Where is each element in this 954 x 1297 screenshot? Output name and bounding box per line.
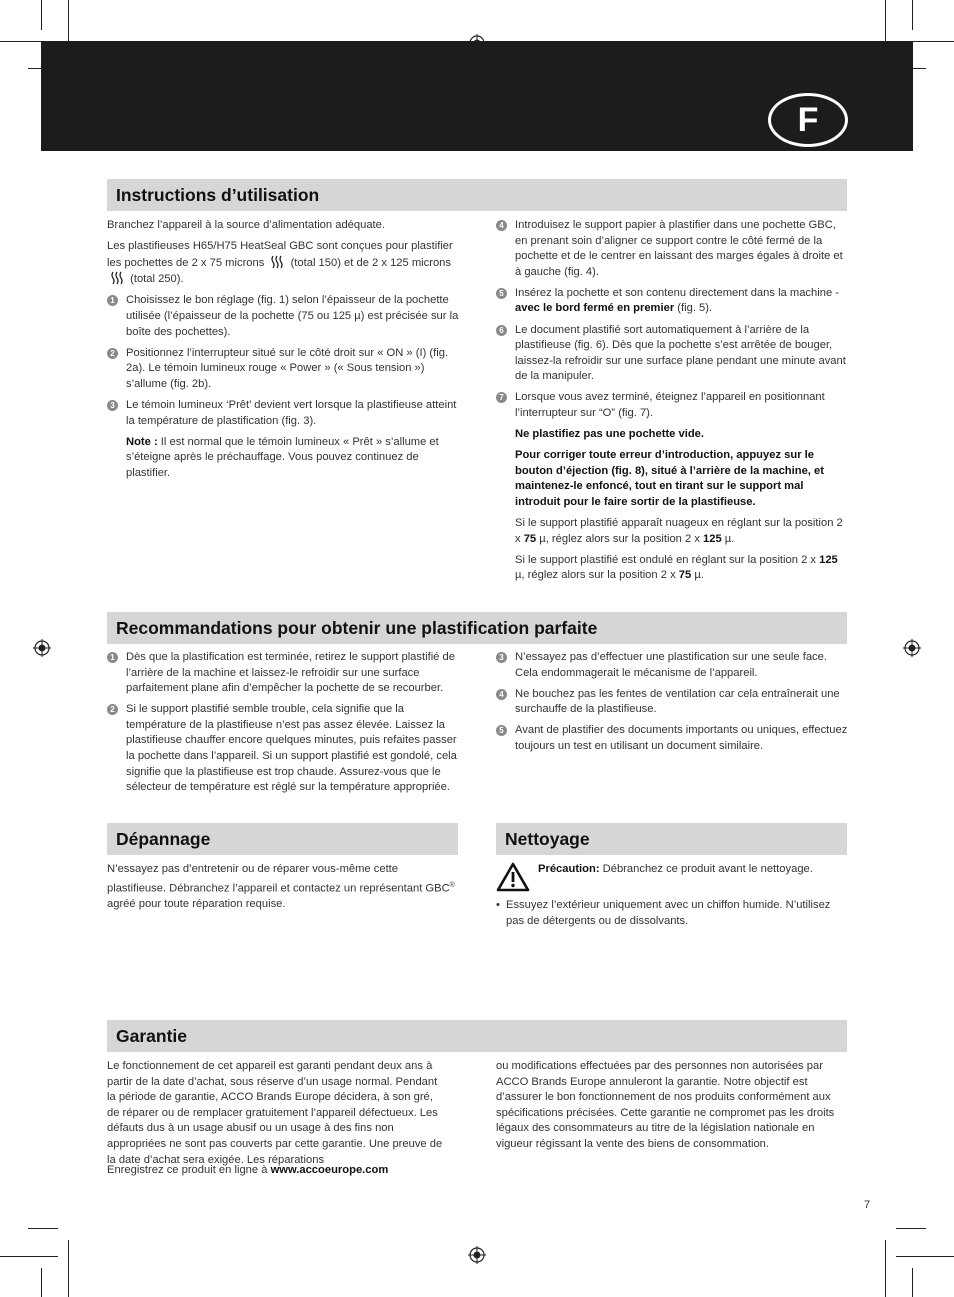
crop-mark xyxy=(28,1228,58,1229)
warning-triangle-icon xyxy=(496,862,530,892)
correct-insertion: Pour corriger toute erreur d’introduction, appuyez sur le bouton d’éjection (fig. 8), situé à l’arrière de la machine, et maintenez-le enfoncé, tout en tirant sur le support mal introduit pour le faire sortir de la plastifieuse. xyxy=(515,449,824,508)
recommendation-3: 3 N’essayez pas d’effectuer une plastification sur une seule face. Cela endommagerait le mécanisme de l’appareil. xyxy=(496,650,848,681)
heat-setting-icon xyxy=(110,271,124,285)
warranty-left-column: Le fonctionnement de cet appareil est garanti pendant deux ans à partir de la date d’achat, sous réserve d’un usage normal. Pendant la période de garantie, ACCO Brands Europe décidera, à son gré, de réparer ou de remplacer gratuitement l’appareil défectueux. Les défauts dus à un usage abusif ou un usage à des fins non appropriées ne sont pas couverts par cette garantie. Une preuve de la date d’achat sera exigée. Les réparations xyxy=(107,1060,443,1166)
caution-row: Précaution: Débranchez ce produit avant le nettoyage. xyxy=(496,862,848,894)
section-title-recommendations: Recommandations pour obtenir une plastification parfaite xyxy=(107,612,847,644)
recommendation-1: 1 Dès que la plastification est terminée, retirez le support plastifié de l’arrière de la machine et laissez-le refroidir sur une surface parfaitement plane afin d’empêcher la pochette de se recourber. xyxy=(107,650,459,697)
crop-mark xyxy=(896,1228,926,1229)
step-number-icon: 6 xyxy=(496,325,507,336)
crop-mark xyxy=(41,0,42,30)
crop-mark xyxy=(912,1268,913,1297)
recommendation-2: 2 Si le support plastifié semble trouble, cela signifie que la température de la plastifieuse n’est pas assez élevée. Laissez la plastifieuse chauffer encore quelques minutes, puis refaites passer la pochette dans l’appareil. Si un support plastifié est gondolé, cela signifie que la plastifieuse est trop chaude. Assurez-vous que le sélecteur de température est réglé sur la température appropriée. xyxy=(107,702,459,796)
instructions-right-column xyxy=(496,218,848,589)
intro-text: Branchez l’appareil à la source d’alimentation adéquate. xyxy=(107,219,385,231)
crop-mark xyxy=(896,1256,954,1257)
step-3: 3 Le témoin lumineux ‘Prêt’ devient vert lorsque la plastifieuse atteint la température de plastification (fig. 3). xyxy=(107,398,459,429)
step-5: 5 Insérez la pochette et son contenu directement dans la machine - avec le bord fermé en premier (fig. 5). xyxy=(496,286,848,317)
cloudy-tip: Si le support plastifié apparaît nuageux en réglant sur la position 2 x 75 µ, réglez alors sur la position 2 x 125 µ. xyxy=(515,517,843,545)
step-1: 1 Choisissez le bon réglage (fig. 1) selon l’épaisseur de la pochette utilisée (l’épaisseur de la pochette (75 ou 125 µ) est précisée sur la boîte des pochettes). xyxy=(107,293,459,340)
note: Note : Il est normal que le témoin lumineux « Prêt » s’allume et s’éteigne après le préchauffage. Vous pouvez continuez de plastifier. xyxy=(126,435,439,479)
cleaning-bullet: • Essuyez l’extérieur uniquement avec un chiffon humide. N’utilisez pas de détergents ou de dissolvants. xyxy=(496,898,848,929)
step-7: 7 Lorsque vous avez terminé, éteignez l’appareil en positionnant l’interrupteur sur “O” (fig. 7). xyxy=(496,390,848,421)
warranty-right-column: ou modifications effectuées par des personnes non autorisées par ACCO Brands Europe annuleront la garantie. Notre objectif est d’assurer le bon fonctionnement de nos produits conformément aux spécifications précisées. Cette garantie ne compromet pas les droits légaux des consommateurs au titre de la législation nationale en vigueur régissant la vente des biens de consommation. xyxy=(496,1060,835,1150)
step-number-icon: 5 xyxy=(496,725,507,736)
step-number-icon: 4 xyxy=(496,220,507,231)
registration-mark-icon xyxy=(33,639,51,657)
step-number-icon: 2 xyxy=(107,348,118,359)
cleaning-text xyxy=(496,862,848,935)
step-4: 4 Introduisez le support papier à plastifier dans une pochette GBC, en prenant soin d’aligner ce support contre le côté fermé de la pochette et de le centrer en laissant des marges égales à droite et à gauche (fig. 4). xyxy=(496,218,848,280)
page-number: 7 xyxy=(864,1199,871,1211)
recommendations-right-column xyxy=(496,650,848,760)
register-line: Enregistrez ce produit en ligne à www.accoeurope.com xyxy=(107,1164,389,1176)
section-title-warranty: Garantie xyxy=(107,1020,847,1052)
step-number-icon: 1 xyxy=(107,295,118,306)
registration-mark-icon xyxy=(468,1246,486,1264)
step-number-icon: 7 xyxy=(496,392,507,403)
registration-mark-icon xyxy=(903,639,921,657)
step-number-icon: 3 xyxy=(107,400,118,411)
heat-setting-icon xyxy=(270,255,284,269)
crop-mark xyxy=(68,1240,69,1297)
recommendation-4: 4 Ne bouchez pas les fentes de ventilation car cela entraînerait une surchauffe de la plastifieuse. xyxy=(496,687,848,718)
crop-mark xyxy=(0,1256,58,1257)
step-number-icon: 3 xyxy=(496,652,507,663)
no-empty-warning: Ne plastifiez pas une pochette vide. xyxy=(515,428,704,441)
step-2: 2 Positionnez l’interrupteur situé sur le côté droit sur « ON » (I) (fig. 2a). Le témoin lumineux rouge « Power » (« Sous tension ») s’allume (fig. 2b). xyxy=(107,346,459,393)
step-number-icon: 4 xyxy=(496,689,507,700)
section-title-cleaning: Nettoyage xyxy=(496,823,847,855)
step-number-icon: 1 xyxy=(107,652,118,663)
crop-mark xyxy=(41,1268,42,1297)
recommendation-5: 5 Avant de plastifier des documents importants ou uniques, effectuez toujours un test en utilisant un document similaire. xyxy=(496,723,848,754)
step-number-icon: 5 xyxy=(496,288,507,299)
language-badge: F xyxy=(768,93,848,147)
recommendations-left-column xyxy=(107,650,459,801)
crop-mark xyxy=(912,0,913,30)
register-link[interactable]: www.accoeurope.com xyxy=(270,1164,389,1176)
instructions-left-column xyxy=(107,218,459,487)
wavy-tip: Si le support plastifié est ondulé en réglant sur la position 2 x 125 µ, réglez alors sur la position 2 x 75 µ. xyxy=(515,553,838,582)
section-title-instructions: Instructions d’utilisation xyxy=(107,179,847,211)
models-text: Les plastifieuses H65/H75 HeatSeal GBC sont conçues pour plastifier les pochettes de 2 x 75 microns (total 150) et de 2 x 125 microns (total 250). xyxy=(107,240,453,286)
section-title-troubleshooting: Dépannage xyxy=(107,823,458,855)
step-6: 6 Le document plastifié sort automatiquement à l’arrière de la plastifieuse (fig. 6). Dès que la pochette s’est arrêtée de bouger, laissez-la refroidir sur une surface plane pendant une minute avant de la manipuler. xyxy=(496,323,848,385)
troubleshooting-text: N’essayez pas d’entretenir ou de réparer vous-même cette plastifieuse. Débranchez l’appareil et contactez un représentant GBC® agréé pour toute réparation requise. xyxy=(107,863,455,910)
crop-mark xyxy=(885,1240,886,1297)
step-number-icon: 2 xyxy=(107,704,118,715)
